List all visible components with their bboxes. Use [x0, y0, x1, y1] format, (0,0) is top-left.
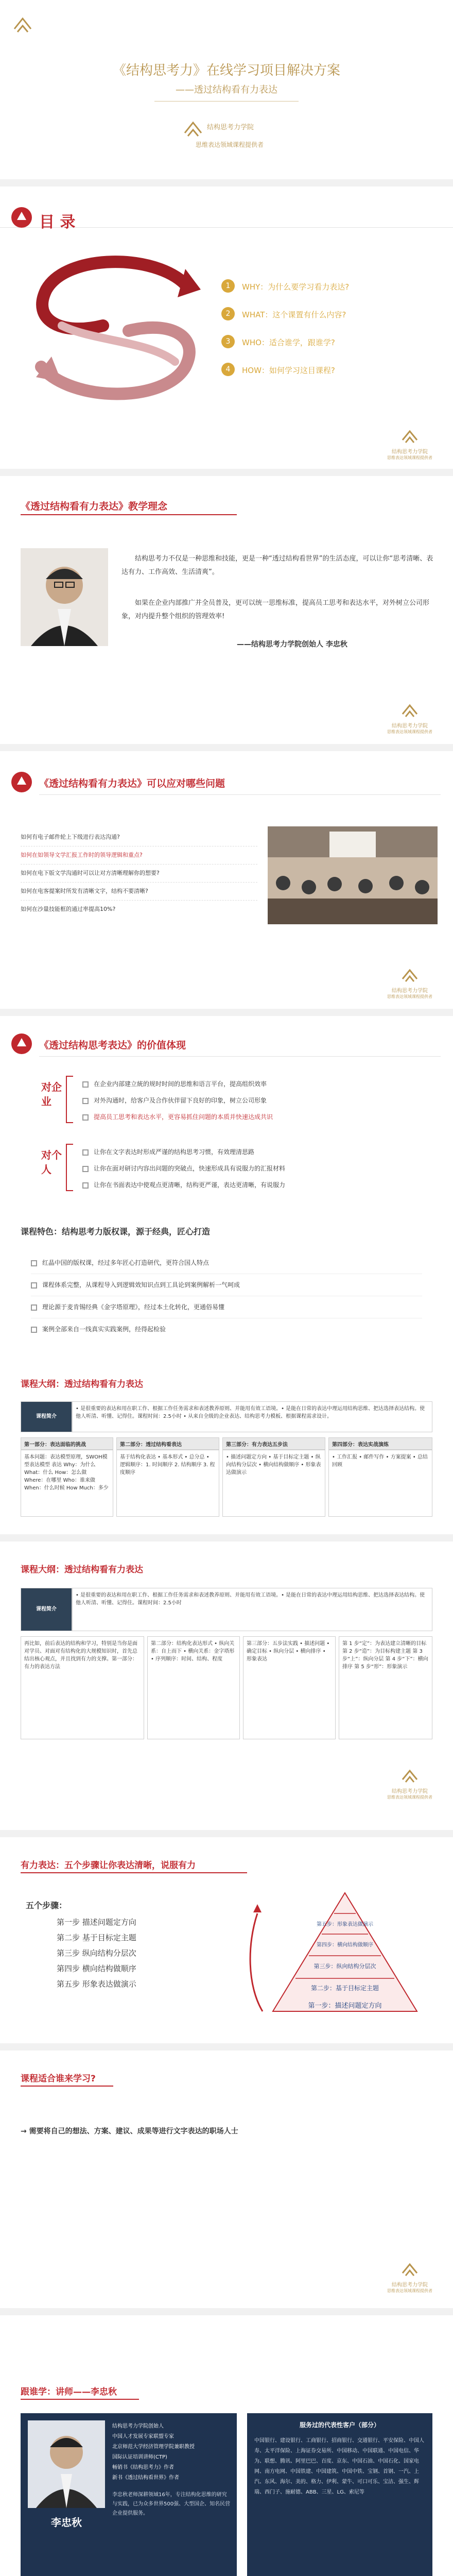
person-list — [82, 1144, 422, 1193]
bullet-icon — [82, 1182, 89, 1189]
value-title: 《透过结构思考表达》的价值体现 — [39, 1040, 186, 1051]
bio-item: 国际认证培训讲师(CTP) — [112, 2454, 167, 2460]
problem-item: 如何有电子邮件轮上下级进行表达沟通? — [21, 828, 257, 846]
outline1-intro-label: 课程简介 — [21, 1401, 72, 1432]
feature-item — [31, 1318, 422, 1340]
outline1-col3: • 描述问题定方向 • 基于目标定主题 • 纵向结构分层次 • 横向结构做顺序 • 形象表达做演示 — [222, 1450, 325, 1517]
bio-item: 新书《透过结构看世界》作者 — [112, 2475, 179, 2481]
brand-logo-icon — [183, 120, 203, 137]
audience-slide — [0, 2050, 453, 2308]
step-item: 第五步 形象表达做演示 — [57, 1979, 136, 1989]
bullet-icon — [82, 1166, 89, 1172]
outline2-intro-label: 课程简介 — [21, 1588, 72, 1631]
bullet-icon — [31, 1260, 37, 1266]
divider — [0, 1830, 453, 1837]
header-rule — [39, 1056, 441, 1057]
bullet-icon — [82, 1098, 89, 1104]
person-item — [82, 1160, 422, 1177]
toc-item[interactable] — [221, 363, 438, 391]
toc-slide — [0, 187, 453, 469]
classroom-photo — [268, 826, 438, 924]
feature-item — [31, 1296, 422, 1318]
brand-footer — [387, 968, 432, 999]
divider — [0, 1534, 453, 1541]
brand-logo-icon — [401, 429, 419, 443]
enterprise-text: 在企业内部建立統的规时时间的思维和语言平台，提高组织效率 — [94, 1080, 267, 1088]
brand-footer — [387, 703, 432, 735]
enterprise-label: 对企业 — [41, 1081, 62, 1108]
divider — [0, 1009, 453, 1016]
outline1-left-list: 基本问题：表达模型原理，SWOH模型表达模型 表达 Why：为什么 What：什么 How：怎么做 Where：在哪里 Who：谁来做 When：什么时候 How Much：多少 — [21, 1450, 113, 1517]
divider — [0, 744, 453, 751]
divider — [0, 2043, 453, 2050]
cover-subtitle: ——透过结构看有力表达 — [176, 84, 277, 95]
bullet-icon — [82, 1081, 89, 1088]
pyramid-label: 第二步：基于目标定主题 — [310, 1985, 379, 1992]
teacher-slide — [0, 2315, 453, 2576]
section-badge-icon — [11, 1033, 32, 1054]
teacher-card — [21, 2413, 237, 2576]
brand-sub: 思维表达领域课程提供者 — [387, 455, 432, 460]
outline2-col1: 再比如，前后表达的结构和学习，特别是当你是面对学员、对面对有结构化的大规模知识时，首先总结出核心观点，并且找到有力的支撑。第一部分：有力的表达方法 — [21, 1636, 144, 1739]
features-list — [31, 1252, 422, 1340]
brand-footer — [387, 2262, 432, 2294]
pyramid-label: 第一步：描述问题定方向 — [308, 2002, 382, 2010]
person-text: 让你在文字表达时形成严谨的结构思考习惯，有效理清思路 — [94, 1148, 255, 1156]
section-badge-icon — [11, 772, 32, 792]
teacher-desc: 李忠秋老师深耕领域16年，专注结构化思维的研究与实践，已为众多世界500强、大型国企、知名民营企业提供服务。 — [112, 2492, 231, 2516]
enterprise-text: 对外沟通时，给客户及合作伙伴留下良好的印象，树立公司形象 — [94, 1097, 267, 1104]
clients-title: 服务过的代表性客户（部分） — [299, 2421, 380, 2429]
title-underline — [21, 514, 237, 515]
toc-item-label: WHY：为什么要学习看力表达? — [242, 282, 350, 292]
bullet-icon — [82, 1149, 89, 1156]
brand-logo-icon — [401, 1768, 419, 1783]
person-label: 对个人 — [41, 1149, 62, 1176]
brand-mark-icon — [11, 13, 34, 36]
value-slide — [0, 1016, 453, 1534]
enterprise-item — [82, 1109, 422, 1125]
feature-text: 理论源于麦肯锡经典《金字塔原理》，经过本土化转化，更通俗易懂 — [42, 1303, 225, 1311]
brand-name: 结构思考力学院 — [392, 1789, 428, 1794]
problem-item: 如何在电下版文学沟通时可以让对方清晰理解你的想要? — [21, 865, 257, 883]
steps-title: 有力表达：五个步骤让你表达清晰，说服有力 — [21, 1860, 196, 1871]
enterprise-item — [82, 1076, 422, 1092]
bio-item: 结构思考力学院创始人 — [112, 2424, 164, 2429]
teacher-photo — [28, 2420, 105, 2508]
person-icon — [21, 548, 108, 646]
problems-slide — [0, 751, 453, 1009]
outline1-title: 课程大纲：透过结构看有力表达 — [21, 1379, 143, 1389]
bullet-icon — [31, 1304, 37, 1311]
person-text: 让你在面对研讨内容出问题的突破点，快速形成具有说服力的汇报材料 — [94, 1165, 286, 1172]
title-underline — [21, 2399, 139, 2400]
brand-name: 结构思考力学院 — [392, 2282, 428, 2288]
toc-item-label: WHAT：这个课置有什么内容? — [242, 310, 346, 319]
problem-item: 如何在电客提案时所发有清晰文字，结构不要清晰? — [21, 883, 257, 901]
cover-brand-name: 结构思考力学院 — [207, 124, 254, 131]
feature-item — [31, 1252, 422, 1274]
bullet-icon — [31, 1282, 37, 1289]
step-item: 第三步 纵向结构分层次 — [57, 1948, 136, 1958]
toc-badge-icon — [11, 207, 32, 228]
outline1-col4-head: 第四部分：表达实战演练 — [328, 1437, 432, 1450]
brand-sub: 思维表达领域课程提供者 — [387, 2289, 432, 2293]
brand-name: 结构思考力学院 — [392, 723, 428, 729]
brand-footer — [387, 429, 432, 461]
enterprise-item — [82, 1092, 422, 1109]
toc-item-number: 1 — [221, 279, 235, 293]
title-underline — [21, 1872, 247, 1873]
outline2-col2: 第二部分：结构化表达形式 • 纵向关系：自上而下 • 横向关系：金字塔形 • 序列顺序：时间、结构、程度 — [147, 1636, 240, 1739]
feature-text: 红晶中国的版权课，经过多年匠心打造研代，更符合国人特点 — [42, 1259, 210, 1266]
brand-name: 结构思考力学院 — [392, 449, 428, 455]
problem-item: 如何在沙量技能框的通过率提高10%? — [21, 906, 116, 912]
outline1-col3-head: 第三部分：有力表达五步法 — [222, 1437, 325, 1450]
problems-title: 《透过结构看有力表达》可以应对哪些问题 — [39, 778, 225, 789]
pyramid-label: 第三步：纵向结构分层次 — [313, 1963, 376, 1970]
audience-desc: → 需要将自己的想法、方案、建议、成果等进行文字表达的职场人士 — [21, 2127, 238, 2136]
steps-slide — [0, 1837, 453, 2043]
feature-item — [31, 1274, 422, 1296]
divider — [0, 469, 453, 476]
outline1-col2: 基于结构化表达 • 基本形式 • 总分总 • 逻辑顺序：1. 时间顺序 2. 结构顺序 3. 程度顺序 — [116, 1450, 219, 1517]
person-text: 让你在书面表达中使观点更清晰，结构更严谨，表达更清晰，有说服力 — [94, 1181, 286, 1189]
step-item: 第一步 描述问题定方向 — [57, 1918, 136, 1927]
brand-sub: 思维表达领域课程提供者 — [387, 730, 432, 734]
header-rule — [39, 794, 441, 795]
outline1-col4: • 工作汇报 • 邮件写作 • 方案提案 • 总结回顾 — [328, 1450, 432, 1517]
bullet-icon — [82, 1114, 89, 1121]
concept-p1: 结构思考力不仅是一种思维和技能，更是一种“透过结构看世界”的生活态度，可以让你“思考清晰、表达有力、工作高效、生活清爽”。 — [121, 555, 433, 576]
step-item: 第二步 基于目标定主题 — [57, 1933, 136, 1942]
brand-name: 结构思考力学院 — [392, 988, 428, 994]
steps-list — [57, 1914, 211, 1992]
clients-list: 中国银行、建设银行、工商银行、招商银行、交通银行、平安保险、中国人寿、太平洋保险、上海证券交易所、中国移动、中国联通、中国电信、华为、联想、腾讯、阿里巴巴、百度、京东、中国石油、中国石化、国家电网、南方电网、中国铁建、中国建筑、中国中铁、宝钢、首钢、一汽、上汽、东风、海尔、美的、格力、伊利、蒙牛、可口可乐、宝洁、强生、辉瑞、西门子、施耐德、ABB、三星、LG、索尼等 — [254, 2438, 424, 2495]
founder-photo — [21, 548, 108, 646]
outline2-col4: 第 1 步“定”：为表达建立清晰的目标 第 2 步“造”：为目标构建主题 第 3 步“上”：纵向分层 第 4 步“下”：横向排序 第 5 步“形”：形象演示 — [339, 1636, 432, 1739]
toc-item-label: HOW：如何学习这目课程? — [242, 366, 335, 375]
feature-text: 案例全部来自一线真实实践案例，经得起检验 — [42, 1326, 166, 1333]
problem-item: 如何在如领导文学汇报工作时的领导逻辑和重点? — [21, 846, 257, 865]
teacher-bio — [112, 2421, 231, 2483]
bullet-icon — [31, 1327, 37, 1333]
brand-footer — [387, 1768, 432, 1800]
concept-slide — [0, 476, 453, 744]
toc-heading: 目 录 — [39, 213, 76, 231]
brand-sub: 思维表达领域课程提供者 — [387, 994, 432, 999]
divider — [0, 2308, 453, 2315]
outline1-col2-head: 第二部分：透过结构看表达 — [116, 1437, 219, 1450]
cover-title: 《结构思考力》在线学习项目解决方案 — [112, 63, 340, 78]
swirl-arrows-icon — [21, 248, 206, 408]
problem-list — [21, 828, 257, 918]
toc-item[interactable] — [221, 279, 438, 307]
outline2-title: 课程大纲：透过结构看有力表达 — [21, 1565, 143, 1575]
feature-text: 课程体系完整，从课程导入到逻辑效知识点到工具论到案例解析一气呵成 — [42, 1281, 240, 1289]
toc-item-number: 4 — [221, 363, 235, 376]
outline2-intro: • 是很重要的表达和用在职工作、根据工作任务需求和表述教养原则、并能用有效工语境。• 是能在日常的表达中理运用结构思维、把达选择表达结构。使他人听清、听懂、记得住。课程时间：2.5小时 — [72, 1588, 432, 1631]
outline2-slide — [0, 1541, 453, 1830]
audience-title: 课程适合谁来学习? — [21, 2074, 96, 2084]
pyramid-label: 第五步：形象表达做演示 — [317, 1922, 373, 1927]
concept-p2: 如果在企业内部推广并全员普及，更可以统一思维标准，提高员工思考和表达水平，对外树立公司形象，对内提升整个组织的管理效率! — [121, 599, 430, 620]
features-title: 课程特色：结构思考力版权课，源于经典，匠心打造 — [21, 1227, 211, 1236]
toc-item-label: WHO：适合谁学，跟谁学? — [242, 338, 335, 347]
bio-item: 畅销书《结构思考力》作者 — [112, 2465, 174, 2470]
outline1-intro: • 是很重要的表达和用在职工作、根据工作任务需求和表述教养原则、并能用有效工语境。• 是能在日常的表达中理运用结构思维、把达选择表达结构。使他人听清、听懂、记得住。课程时间：2.5小时 • 从来自全级的企业表达、结构思考力模板、根据课程需求设计。 — [72, 1401, 432, 1432]
concept-title: 《透过结构看有力表达》教学理念 — [21, 501, 168, 512]
classroom-scene-icon — [268, 826, 438, 924]
brand-sub: 思维表达领域课程提供者 — [387, 1795, 432, 1800]
title-underline — [21, 2086, 113, 2087]
toc-item-number: 2 — [221, 307, 235, 320]
enterprise-list — [82, 1076, 422, 1125]
teacher-name: 李忠秋 — [51, 2516, 82, 2529]
bio-item: 中国人才发展专家联盟专家 — [112, 2434, 174, 2439]
outline1-col1-head: 第一部分：表达面临的挑战 — [21, 1437, 113, 1450]
concept-sign: ——结构思考力学院创始人 李忠秋 — [237, 640, 347, 649]
bio-item: 北京师范大学经济管理学院兼职教授 — [112, 2444, 195, 2450]
enterprise-text: 提高员工思考和表达水平，更容易抓住问题的本质并快速达成共识 — [94, 1113, 273, 1121]
brand-logo-icon — [401, 968, 419, 982]
toc-item[interactable] — [221, 307, 438, 335]
teacher-title: 跟谁学：讲师——李忠秋 — [21, 2387, 117, 2397]
pyramid-label: 第四步：横向结构做顺序 — [317, 1942, 373, 1948]
brand-logo-icon — [401, 703, 419, 717]
person-item — [82, 1177, 422, 1193]
cover-brand-sub: 思维表达领域课程提供者 — [196, 141, 264, 148]
outline2-col3: 第三部分：五步法实践 • 描述问题 • 确定目标 • 纵向分层 • 横向排序 • 形象表达 — [243, 1636, 336, 1739]
person-item — [82, 1144, 422, 1160]
step-item: 第四步 横向结构做顺序 — [57, 1964, 136, 1973]
enterprise-bracket — [66, 1076, 73, 1123]
divider — [0, 179, 453, 187]
person-icon — [28, 2420, 105, 2508]
steps-intro: 五个步骤： — [26, 1901, 67, 1910]
brand-logo-icon — [401, 2262, 419, 2276]
toc-list — [221, 279, 438, 391]
person-bracket — [66, 1144, 73, 1191]
toc-item-number: 3 — [221, 335, 235, 348]
cover-slide — [0, 0, 453, 179]
toc-item[interactable] — [221, 335, 438, 363]
clients-card — [247, 2413, 432, 2576]
